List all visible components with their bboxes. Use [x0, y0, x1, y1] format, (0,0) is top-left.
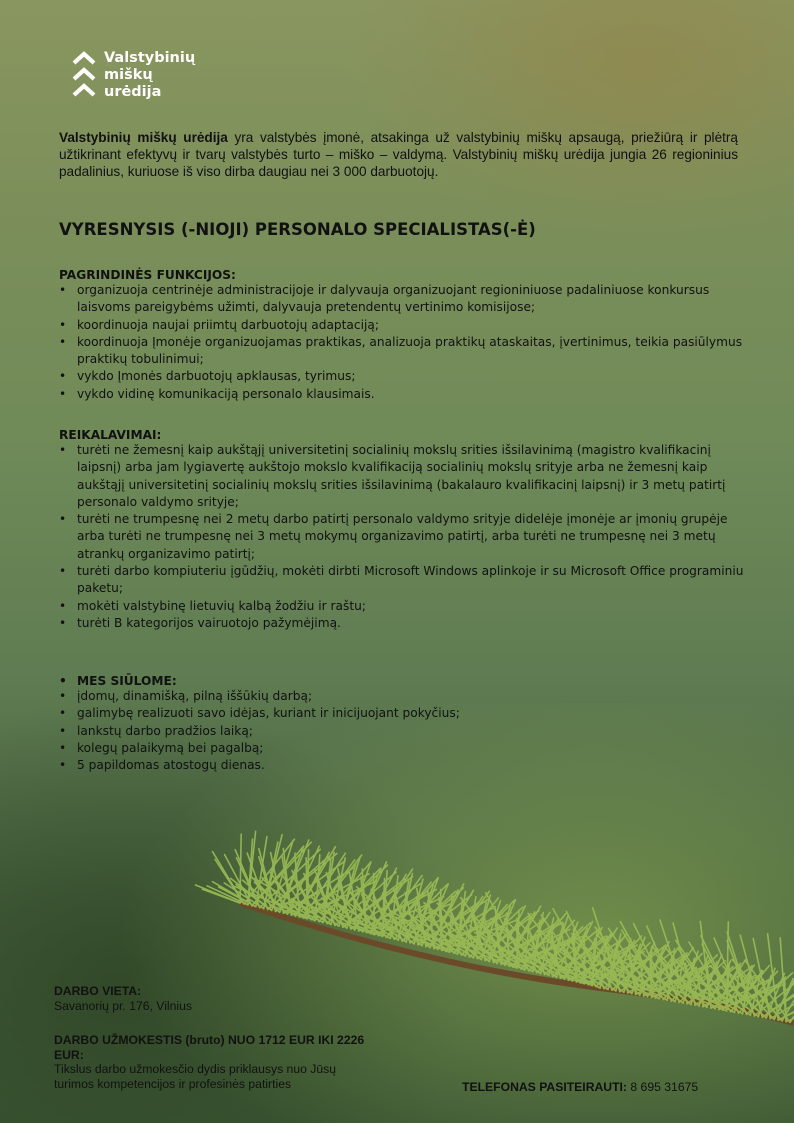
requirements-label: REIKALAVIMAI: [59, 428, 162, 442]
salary-label: DARBO UŽMOKESTIS (bruto) NUO 1712 EUR IKI 2226 EUR: [54, 1033, 365, 1062]
logo-line-3: urėdija [104, 84, 162, 100]
function-item: • organizuoja centrinėje administracijoje ir dalyvauja organizuojant regioniniuose padaliniuose konkursus laisvoms pareigybėms užimti, dalyvauja pretendentų vertinimo komisijose; [59, 282, 749, 317]
requirements-section [59, 428, 749, 632]
logo [72, 50, 195, 101]
salary-block [54, 1033, 374, 1091]
offer-section [59, 674, 749, 774]
logo-text [104, 50, 195, 101]
offer-list [59, 688, 749, 774]
functions-section [59, 268, 749, 403]
requirement-item: • turėti B kategorijos vairuotojo pažymėjimą. [59, 615, 749, 632]
offer-label [59, 674, 749, 688]
logo-line-2: miškų [104, 67, 153, 83]
requirement-item: • turėti darbo kompiuteriu įgūdžių, mokėti dirbti Microsoft Windows aplinkoje ir su Microsoft Office programiniu paketu; [59, 563, 749, 598]
phone-label: TELEFONAS PASITEIRAUTI: [462, 1080, 627, 1094]
requirements-list [59, 442, 749, 632]
workplace-block [54, 984, 374, 1013]
functions-list [59, 282, 749, 403]
logo-line-1: Valstybinių [104, 50, 196, 66]
offer-item: • 5 papildomas atostogų dienas. [59, 757, 749, 774]
function-item: • koordinuoja Įmonėje organizuojamas praktikas, analizuoja praktikų ataskaitas, įvertinimus, teikia pasiūlymus praktikų tobulinimui; [59, 334, 749, 369]
offer-bullet: • [59, 674, 67, 688]
offer-item: • kolegų palaikymą bei pagalbą; [59, 740, 749, 757]
function-item: • vykdo Įmonės darbuotojų apklausas, tyrimus; [59, 368, 749, 385]
workplace-address: Savanorių pr. 176, Vilnius [54, 998, 192, 1013]
salary-note: Tikslus darbo užmokesčio dydis priklausys nuo Jūsų turimos kompetencijos ir profesinės patirties [54, 1062, 337, 1091]
phone-block [462, 1080, 762, 1095]
offer-item: • galimybę realizuoti savo idėjas, kuriant ir inicijuojant pokyčius; [59, 705, 749, 722]
requirement-item: • turėti ne žemesnį kaip aukštąjį universitetinį socialinių mokslų srities išsilavinimą (magistro kvalifikacinį laipsnį) arba jam lygiavertę aukštojo mokslo kvalifikaciją socialinių mokslų srityje arba ne žemesnį kaip aukštąjį universitetinį socialinių mokslų srities išsilavinimą (bakalauro kvalifikacinį laipsnį) ir 3 metų patirtį personalo valdymo srityje; [59, 442, 749, 511]
functions-label: PAGRINDINĖS FUNKCIJOS: [59, 268, 236, 282]
workplace-label: DARBO VIETA: [54, 984, 142, 998]
function-item: • vykdo vidinę komunikaciją personalo klausimais. [59, 386, 749, 403]
phone-number: 8 695 31675 [630, 1080, 699, 1094]
requirement-item: • turėti ne trumpesnę nei 2 metų darbo patirtį personalo valdymo srityje didelėje įmonėje ar įmonių grupėje arba turėti ne trumpesnę nei 3 metų mokymų organizavimo patirtį, arba turėti ne trumpesnę nei 3 metų atrankų organizavimo patirtį; [59, 511, 749, 563]
offer-label-text: MES SIŪLOME: [77, 674, 177, 688]
function-item: • koordinuoja naujai priimtų darbuotojų adaptaciją; [59, 317, 749, 334]
intro-paragraph [59, 129, 738, 180]
organization-name: Valstybinių miškų urėdija [59, 130, 228, 145]
offer-item: • lankstų darbo pradžios laiką; [59, 723, 749, 740]
requirement-item: • mokėti valstybinę lietuvių kalbą žodžiu ir raštu; [59, 598, 749, 615]
intro-text: yra valstybės įmonė, atsakinga už valstybinių miškų apsaugą, priežiūrą ir plėtrą užtikrinant efektyvų ir tvarų valstybės turto – miško – valdymą. Valstybinių miškų urėdija jungia 26 regioninius padalinius, kuriuose iš viso dirba daugiau nei 3 000 darbuotojų. [59, 130, 738, 179]
tree-logo-icon [72, 50, 96, 100]
offer-item: • įdomų, dinamišką, pilną iššūkių darbą; [59, 688, 749, 705]
job-title: VYRESNYSIS (-NIOJI) PERSONALO SPECIALISTAS(-Ė) [59, 220, 536, 239]
